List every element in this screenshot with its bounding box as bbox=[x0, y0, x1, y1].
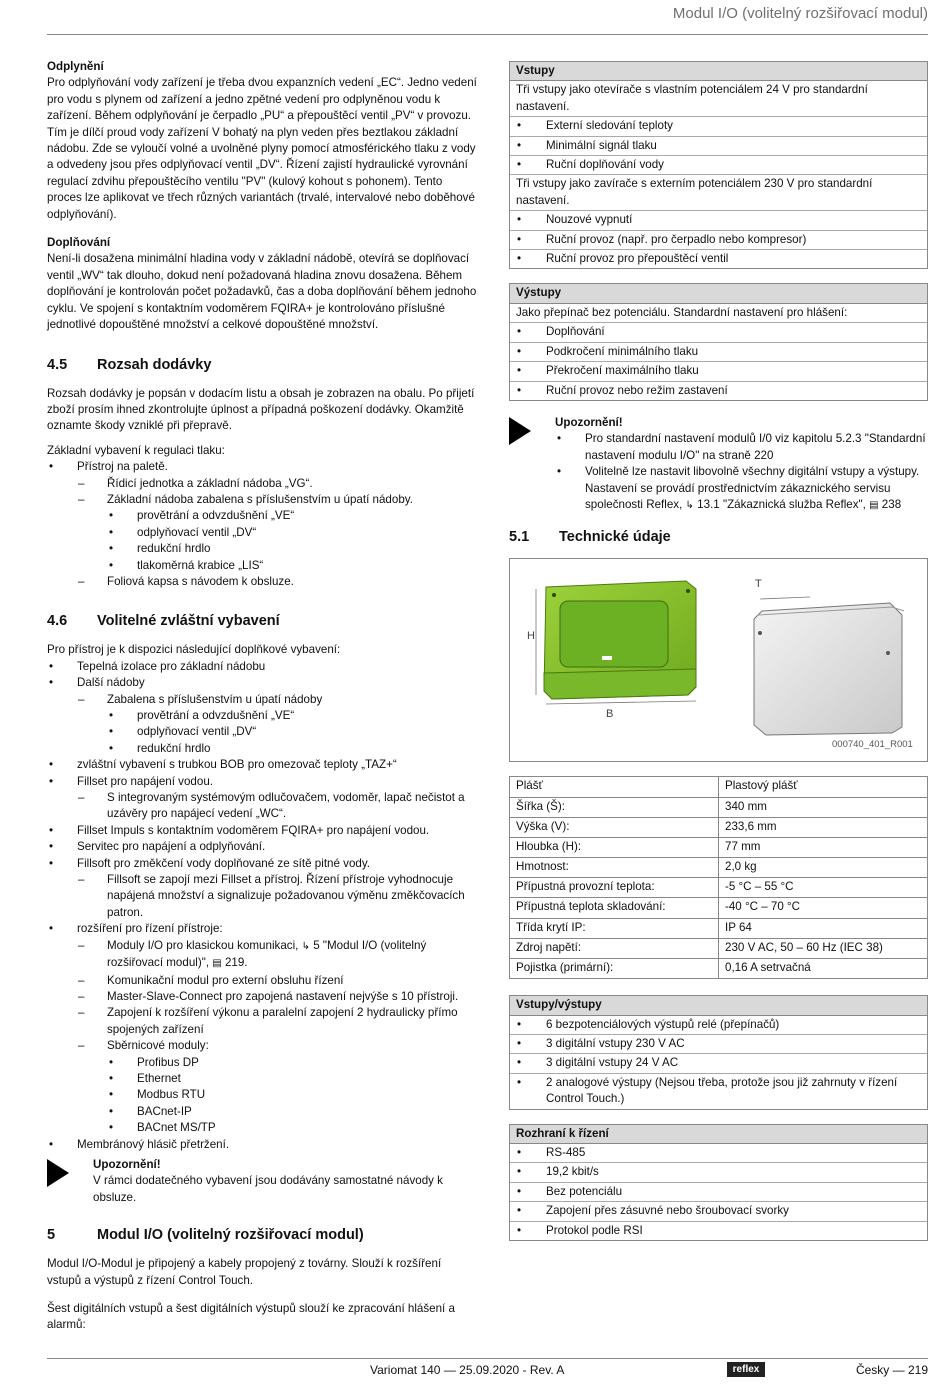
spec-value: 2,0 kg bbox=[719, 858, 928, 878]
list-item: • Tepelná izolace pro základní nádobu bbox=[47, 659, 477, 675]
spec-row bbox=[510, 777, 928, 797]
note-item bbox=[555, 464, 928, 514]
box-bullet: • Ruční doplňování vody bbox=[510, 156, 927, 175]
list-item: • provětrání a odvzdušnění „VE“ bbox=[47, 708, 477, 724]
reflex-logo: reflex bbox=[727, 1362, 765, 1377]
box-bullet: • 2 analogové výstupy (Nejsou třeba, protože jsou již zahrnuty v řízení Control Touch.) bbox=[510, 1074, 927, 1109]
list-item: • zvláštní vybavení s trubkou BOB pro omezovač teploty „TAZ+“ bbox=[47, 757, 477, 773]
page-icon: ▤ bbox=[869, 499, 879, 511]
box-bullet: • 19,2 kbit/s bbox=[510, 1163, 927, 1182]
odplyneni-title: Odplynění bbox=[47, 60, 104, 73]
box-bullet: • Překročení maximálního tlaku bbox=[510, 362, 927, 381]
list-item: • provětrání a odvzdušnění „VE“ bbox=[47, 508, 477, 524]
box-bullet: • 3 digitální vstupy 230 V AC bbox=[510, 1035, 927, 1054]
s45-paragraph-1: Rozsah dodávky je popsán v dodacím listu a obsah je zobrazen na obalu. Po přijetí zboží prosím ihned zkontrolujte úplnost a případná poškození dodávky. Okamžitě oznamte škody vzniklé při přepravě. bbox=[47, 386, 475, 433]
note-title: Upozornění! bbox=[93, 1157, 161, 1171]
box-row: Tři vstupy jako otevírače s vlastním potenciálem 24 V pro standardní nastavení. bbox=[510, 81, 927, 117]
section-number: 5 bbox=[47, 1227, 56, 1244]
list-item: • odplyňovací ventil „DV“ bbox=[47, 724, 477, 740]
box-bullet: • Minimální signál tlaku bbox=[510, 137, 927, 156]
list-item: – Master-Slave-Connect pro zapojená nastavení nejvýše s 10 přístroji. bbox=[47, 989, 477, 1005]
section-5-1-heading bbox=[509, 528, 928, 546]
spec-row bbox=[510, 837, 928, 857]
box-bullet: • Podkročení minimálního tlaku bbox=[510, 343, 927, 362]
box-bullet: • Externí sledování teploty bbox=[510, 117, 927, 136]
note-item-text: Volitelně lze nastavit libovolně všechny digitální vstupy a výstupy. Nastavení se provádí prostřednictvím zákaznického servisu společnosti Reflex, bbox=[585, 465, 920, 511]
spec-row bbox=[510, 858, 928, 878]
rozhrani-box bbox=[509, 1124, 928, 1241]
doplnovani-text: Není-li dosažena minimální hladina vody v základní nádobě, otevírá se doplňovací ventil „WV“ tak dlouho, dokud není požadovaná hladina znovu dosažena. Během doplňování je kontrolován počet požadavků, čas a doba doplňování během jednoho cyklu. Ve spojení s kontaktním vodoměrem FQIRA+ je kontrolováno příslušné jednotlivé dopouštěné množství a celkové dopouštěné množství. bbox=[47, 252, 477, 332]
section-title: Rozsah dodávky bbox=[97, 356, 212, 373]
list-item: • odplyňovací ventil „DV“ bbox=[47, 525, 477, 541]
note-block bbox=[509, 415, 928, 514]
spec-value: 340 mm bbox=[719, 797, 928, 817]
list-item: • redukční hrdlo bbox=[47, 541, 477, 557]
module-illustration bbox=[510, 559, 927, 761]
spec-value: 77 mm bbox=[719, 837, 928, 857]
box-header: Vstupy/výstupy bbox=[510, 996, 927, 1015]
list-item: – Fillsoft se zapojí mezi Fillset a přístroj. Řízení přístroje vyhodnocuje napájená množství a signalizuje požadovanou výměnu změkčovacích patron. bbox=[47, 872, 477, 921]
spec-value: 233,6 mm bbox=[719, 817, 928, 837]
odplyneni-text: Pro odplyňování vody zařízení je třeba dvou expanzních vedení „EC“. Jedno vedení pro vodu s plynem od zařízení a jedno zpětné vedení pro odplyněnou vodu k zařízení. Během odplyňování je čerpadlo „PU“ a přepouštěcí ventil „PV“ v provozu. Tím je dílčí proud vody zařízení V bohatý na plyn veden přes beztlakou základní nádobu. Zde se vyloučí volné a uvolněné plyny pomocí atmosférického tlaku z vody a odvedeny jsou přes odplyňovací ventil „DV“. Řízení zajistí hydraulické vyrovnání regulací zdvihu přepouštěcího ventilu "PV" (kulový kohout s pohonem). Tento proces lze aplikovat ve třech různých variantách (trvalé, intervalové nebo doběhové odplyňování). bbox=[47, 76, 477, 221]
note-text: V rámci dodatečného vybavení jsou dodávány samostatné návody k obsluze. bbox=[93, 1174, 443, 1204]
spec-row bbox=[510, 797, 928, 817]
module-figure bbox=[509, 558, 928, 762]
list-item: • Další nádoby bbox=[47, 675, 477, 691]
s45-paragraph-2: Základní vybavení k regulaci tlaku: bbox=[47, 443, 225, 457]
section-4-6-heading bbox=[47, 612, 477, 630]
list-item: • redukční hrdlo bbox=[47, 741, 477, 757]
box-bullet: • 6 bezpotenciálových výstupů relé (přepínačů) bbox=[510, 1016, 927, 1035]
spec-row bbox=[510, 918, 928, 938]
list-item: – Sběrnicové moduly: bbox=[47, 1038, 477, 1054]
link-arrow-icon: ↳ bbox=[301, 940, 310, 952]
page-reference[interactable]: 219. bbox=[224, 956, 248, 970]
vystupy-box bbox=[509, 283, 928, 400]
list-item: • Přístroj na paletě. bbox=[47, 459, 477, 475]
spec-row bbox=[510, 878, 928, 898]
link-arrow-icon: ↳ bbox=[685, 499, 694, 511]
list-item: • Fillsoft pro změkčení vody doplňované ze sítě pitné vody. bbox=[47, 856, 477, 872]
s46-paragraph-1: Pro přístroj je k dispozici následující doplňkové vybavení: bbox=[47, 643, 341, 657]
footer-rule bbox=[47, 1358, 928, 1359]
list-item: – Základní nádoba zabalena s příslušenstvím u úpatí nádoby. bbox=[47, 492, 477, 508]
box-bullet: • RS-485 bbox=[510, 1144, 927, 1163]
section-title: Volitelné zvláštní vybavení bbox=[97, 613, 280, 630]
header-rule bbox=[47, 34, 928, 35]
figure-label-b: B bbox=[606, 708, 614, 721]
spec-value: -40 °C – 70 °C bbox=[719, 898, 928, 918]
box-bullet: • Ruční provoz nebo režim zastavení bbox=[510, 382, 927, 400]
list-item: – S integrovaným systémovým odlučovačem, vodoměr, lapač nečistot a uzávěry pro napájecí vedení „WC“. bbox=[47, 790, 477, 823]
spec-label: Přípustná teplota skladování: bbox=[510, 898, 719, 918]
doplnovani-title: Doplňování bbox=[47, 236, 111, 250]
section-number: 4.5 bbox=[47, 356, 68, 373]
footer-page-number: Česky — 219 bbox=[855, 1363, 928, 1377]
left-column bbox=[47, 59, 477, 1334]
s5-paragraph-2: Šest digitálních vstupů a šest digitálních výstupů slouží ke zpracování hlášení a alarmů: bbox=[47, 1302, 455, 1332]
vstupy-vystupy-box bbox=[509, 995, 928, 1109]
note-block bbox=[47, 1157, 477, 1206]
box-header: Vstupy bbox=[510, 62, 927, 81]
spec-value: Plastový plášť bbox=[719, 777, 928, 797]
spec-row bbox=[510, 817, 928, 837]
warning-triangle-icon bbox=[509, 417, 531, 445]
list-item: • Ethernet bbox=[47, 1071, 477, 1087]
cross-reference-link[interactable]: 13.1 "Zákaznická služba Reflex", bbox=[697, 497, 866, 511]
note-title: Upozornění! bbox=[555, 415, 623, 429]
spec-value: -5 °C – 55 °C bbox=[719, 878, 928, 898]
running-header: Modul I/O (volitelný rozšiřovací modul) bbox=[672, 5, 928, 22]
box-bullet: • 3 digitální vstupy 24 V AC bbox=[510, 1054, 927, 1073]
note-item: • Pro standardní nastavení modulů I/0 viz kapitolu 5.2.3 "Standardní nastavení modulu I/O" na straně 220 bbox=[555, 431, 928, 464]
box-bullet: • Protokol podle RSI bbox=[510, 1222, 927, 1240]
s5-paragraph-1: Modul I/O-Modul je připojený a kabely propojený z továrny. Slouží k rozšíření vstupů a výstupů z řízení Control Touch. bbox=[47, 1257, 442, 1287]
box-row: Tři vstupy jako zavírače s externím potenciálem 230 V pro standardní nastavení. bbox=[510, 175, 927, 211]
list-item-text: Moduly I/O pro klasickou komunikaci, bbox=[107, 938, 299, 952]
section-number: 5.1 bbox=[509, 529, 530, 546]
spec-label: Výška (V): bbox=[510, 817, 719, 837]
list-item: • rozšíření pro řízení přístroje: bbox=[47, 921, 477, 937]
right-column bbox=[509, 61, 928, 1255]
list-item: • Membránový hlásič přetržení. bbox=[47, 1137, 477, 1153]
box-header: Rozhraní k řízení bbox=[510, 1125, 927, 1144]
list-item: • tlakoměrná krabice „LIS“ bbox=[47, 558, 477, 574]
list-item: • BACnet-IP bbox=[47, 1104, 477, 1120]
list-item: • Modbus RTU bbox=[47, 1087, 477, 1103]
figure-code: 000740_401_R001 bbox=[832, 739, 913, 751]
list-item: – Foliová kapsa s návodem k obsluze. bbox=[47, 574, 477, 590]
section-title: Modul I/O (volitelný rozšiřovací modul) bbox=[97, 1227, 364, 1244]
list-item: – Zabalena s příslušenstvím u úpatí nádoby bbox=[47, 692, 477, 708]
spec-label: Hloubka (H): bbox=[510, 837, 719, 857]
spec-label: Šířka (Š): bbox=[510, 797, 719, 817]
vstupy-box bbox=[509, 61, 928, 269]
spec-value: 0,16 A setrvačná bbox=[719, 959, 928, 979]
spec-value: IP 64 bbox=[719, 918, 928, 938]
box-bullet: • Zapojení přes zásuvné nebo šroubovací svorky bbox=[510, 1202, 927, 1221]
spec-label: Plášť bbox=[510, 777, 719, 797]
spec-label: Zdroj napětí: bbox=[510, 938, 719, 958]
spec-label: Hmotnost: bbox=[510, 858, 719, 878]
spec-row bbox=[510, 959, 928, 979]
box-header: Výstupy bbox=[510, 284, 927, 303]
figure-label-h: H bbox=[527, 630, 535, 643]
cross-reference-link[interactable]: 5 "Modul I/O (volitelný rozšiřovací modul)", bbox=[107, 938, 427, 970]
page-icon: ▤ bbox=[212, 958, 222, 970]
box-bullet: • Nouzové vypnutí bbox=[510, 211, 927, 230]
list-item: – Řídicí jednotka a základní nádoba „VG“. bbox=[47, 476, 477, 492]
section-title: Technické údaje bbox=[559, 529, 671, 546]
box-row: Jako přepínač bez potenciálu. Standardní nastavení pro hlášení: bbox=[510, 304, 927, 323]
list-item: • Servitec pro napájení a odplyňování. bbox=[47, 839, 477, 855]
spec-value: 230 V AC, 50 – 60 Hz (IEC 38) bbox=[719, 938, 928, 958]
section-number: 4.6 bbox=[47, 613, 68, 630]
list-item: – Komunikační modul pro externí obsluhu řízení bbox=[47, 973, 477, 989]
warning-triangle-icon bbox=[47, 1159, 69, 1187]
box-bullet: • Ruční provoz pro přepouštěcí ventil bbox=[510, 250, 927, 268]
list-item: • BACnet MS/TP bbox=[47, 1120, 477, 1136]
spec-row bbox=[510, 898, 928, 918]
box-bullet: • Doplňování bbox=[510, 323, 927, 342]
spec-label: Pojistka (primární): bbox=[510, 959, 719, 979]
list-item: • Profibus DP bbox=[47, 1055, 477, 1071]
section-4-5-heading bbox=[47, 356, 477, 374]
spec-table bbox=[509, 776, 928, 979]
section-5-heading bbox=[47, 1226, 477, 1244]
spec-label: Přípustná provozní teplota: bbox=[510, 878, 719, 898]
spec-label: Třída krytí IP: bbox=[510, 918, 719, 938]
list-item: – Zapojení k rozšíření výkonu a paralelní zapojení 2 hydraulicky přímo spojených zařízení bbox=[47, 1005, 477, 1038]
list-item bbox=[47, 938, 477, 973]
box-bullet: • Bez potenciálu bbox=[510, 1183, 927, 1202]
list-item: • Fillset Impuls s kontaktním vodoměrem FQIRA+ pro napájení vodou. bbox=[47, 823, 477, 839]
footer-document-info: Variomat 140 — 25.09.2020 - Rev. A bbox=[370, 1363, 565, 1377]
figure-label-t: T bbox=[755, 578, 762, 591]
list-item: • Fillset pro napájení vodou. bbox=[47, 774, 477, 790]
box-bullet: • Ruční provoz (např. pro čerpadlo nebo kompresor) bbox=[510, 231, 927, 250]
spec-row bbox=[510, 938, 928, 958]
page-reference[interactable]: 238 bbox=[881, 497, 902, 511]
